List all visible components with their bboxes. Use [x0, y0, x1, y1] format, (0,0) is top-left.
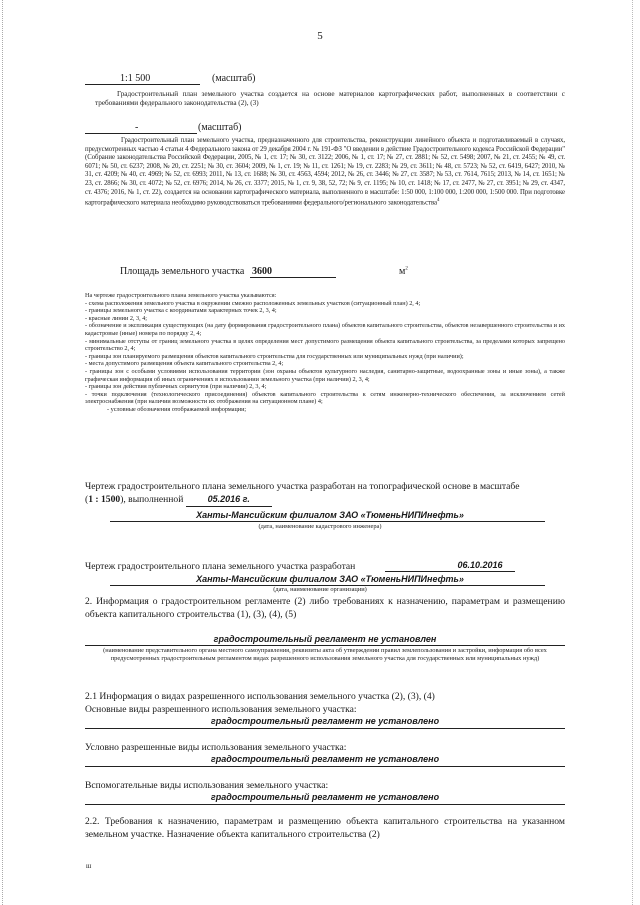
scale-label-2: (масштаб) [198, 122, 242, 133]
scale-label-1: (масштаб) [212, 73, 256, 84]
list-item: - минимальные отступы от границ земельного участка в целях определения мест допустимого размещения объекта капитального строительства, за пределами которых запрещено строительство 2, 4; [85, 337, 565, 353]
section2-underline [85, 645, 565, 646]
section21-main-underline [85, 728, 565, 729]
drawing1-text-a: Чертеж градостроительного плана земельного участка разработан на топографической основе в масштабе [85, 481, 520, 492]
paragraph-linear-object-text: Градостроительный план земельного участка, предназначенного для строительства, реконструкции линейного объекта и подготавливаемый в случаях, предусмотренных частью 4 статьи 4 Федерального закона от 29 декабря 2004 г. № 191-ФЗ "О введении в действие Градостроительного кодекса Российской Федерации" (Собрание законодательства Российской Федерации, 2005, № 1, ст. 17; № 30, ст. 3122; 2006, № 1, ст. 17; № 27, ст. 2881; № 52, ст. 5498; 2007, № 21, ст. 2455; № 49, ст. 6071; № 50, ст. 6237; 2008, № 20, ст. 2251; № 30, ст. 3604; 2009, № 1, ст. 19; № 11, ст. 1261; № 19, ст. 2283; № 29, ст. 3611; № 48, ст. 5723; № 52, ст. 6419, 6427; 2010, № 31, ст. 4209; № 40, ст. 4969; № 52, ст. 6993; 2011, № 13, ст. 1688; № 30, ст. 4563, 4594; 2012, № 26, ст. 3446; № 27, ст. 3587; № 53, ст. 7614, 7615; 2013, № 14, ст. 1651; № 23, ст. 2866; № 30, ст. 4072; № 52, ст. 6976; 2014, № 26, ст. 3377; 2015, № 1, ст. 9, 38, 52, 72; № 9, ст. 1195; № 10, ст. 1418; № 17, ст. 2477, № 27, ст. 3951; № 29, ст. 4347, ст. 4376; 2016, № 1, ст. 22), создается на основании картографического материала, выполненного в масштабе: 1:50 000, 1:100 000, 1:200 000, 1:500 000. При подготовке картографического материала необходимо руководствоваться требованиями федерального/регионального законодательства [85, 137, 565, 207]
drawing1-date: 05.2016 г. [186, 493, 272, 507]
list-intro: На чертеже градостроительного плана земельного участка указываются: [85, 292, 277, 299]
scale-value-2: - [135, 122, 139, 133]
drawing1-scale: 1 : 1500 [88, 494, 121, 505]
list-item: - границы земельного участка с координатами характерных точек 2, 3, 4; [85, 307, 277, 315]
drawing2-org: Ханты-Мансийским филиалом ЗАО «ТюменьНИПИнефть» [196, 574, 464, 584]
drawing1-underline [110, 521, 545, 522]
drawing2-date-underline [385, 571, 515, 572]
paragraph-linear-object [85, 137, 565, 208]
section22-heading: 2.2. Требования к назначению, параметрам и размещению объекта капитального строительства на указанном земельном участке. Назначение объекта капитального строительства (2) [85, 816, 565, 840]
list-item: - схема расположения земельного участка в окружении смежно расположенных земельных участков (ситуационный план) 2, 4; [85, 299, 421, 307]
list-item: - условные обозначения отображаемой информации; [107, 405, 247, 413]
footer-mark: ш [86, 862, 92, 870]
right-binding-edge [632, 0, 634, 905]
list-item: - красные линии 2, 3, 4; [85, 314, 148, 322]
list-item: - границы зон планируемого размещения объектов капитального строительства для государственных или муниципальных нужд (при наличии); [85, 352, 464, 360]
list-item: - границы зон действия публичных сервитутов (при наличии) 2, 3, 4; [85, 383, 267, 391]
list-item: - места допустимого размещения объекта капитального строительства 2, 4; [85, 360, 284, 368]
section21-aux-value: градостроительный регламент не установлено [210, 792, 440, 802]
area-underline [250, 277, 336, 278]
section21-main-label: Основные виды разрешенного использования земельного участка: [85, 704, 357, 715]
drawing-contents-list [85, 292, 565, 414]
list-item: - границы зон с особыми условиями использования территории (зон охраны объектов культурного наследия, санитарно-защитные, водоохранные зоны и иные зоны), а также графическая информация об иных ограничениях в использовании земельного участка (при наличии) 2, 3, 4; [85, 367, 565, 383]
left-binding-edge [2, 0, 4, 905]
scale-underline-1 [85, 84, 200, 85]
drawing1-paren-open: ( [85, 494, 89, 505]
list-item: - обозначение и экспликация существующих (на дату формирования градостроительного плана) объектов капитального строительства, объектов незавершенного строительства и их кадастровые (иные) номера по порядку 2, 4; [85, 322, 565, 337]
section21-aux-underline [85, 804, 565, 805]
section21-aux-label: Вспомогательные виды использования земельного участка: [85, 780, 329, 791]
drawing1-caption: (дата, наименование кадастрового инженера) [258, 523, 382, 530]
area-label: Площадь земельного участка [120, 266, 245, 277]
section2-heading: 2. Информация о градостроительном регламенте (2) либо требованиях к назначению, параметрам и размещению объекта капитального строительства (1), (3), (4), (5) [85, 596, 565, 620]
scale-underline-2 [85, 133, 197, 134]
area-unit-sup: 2 [405, 266, 408, 272]
section21-cond-underline [85, 766, 565, 767]
area-unit [399, 266, 408, 277]
drawing2-date: 06.10.2016 [457, 560, 503, 570]
paragraph-linear-object-sup: 4 [437, 198, 440, 204]
drawing1-line-b [85, 493, 272, 507]
section2-value: градостроительный регламент не установлен [213, 634, 437, 644]
section21-main-value: градостроительный регламент не установлено [210, 716, 440, 726]
drawing1-org: Ханты-Мансийским филиалом ЗАО «ТюменьНИПИнефть» [196, 510, 464, 520]
section2-caption: (наименование представительного органа местного самоуправления, реквизиты акта об утверждении правил землепользования и застройки, информация обо всех предусмотренных градостроительным регламентом видах разрешенного использования земельного участка для государственных или муниципальных нужд) [103, 647, 547, 662]
scale-value-1: 1:1 500 [120, 73, 151, 84]
drawing2-text: Чертеж градостроительного плана земельного участка разработан [85, 561, 356, 572]
drawing1-mid: ), выполненной [120, 494, 184, 505]
drawing2-caption: (дата, наименование организации) [273, 586, 367, 593]
paragraph-scale-info: Градостроительный план земельного участка создается на основе материалов картографических работ, выполненных в соответствии с требованиями федерального законодательства (2), (3) [95, 90, 565, 108]
section21-heading: 2.1 Информация о видах разрешенного использования земельного участка (2), (3), (4) [85, 691, 435, 702]
list-item: - точки подключения (технологического присоединения) объектов капитального строительства к сетям инженерно-технического обеспечения, за исключением сетей электроснабжения (при наличии возможности их отображения на ситуационном плане) 4; [85, 390, 565, 406]
page-number: 5 [317, 30, 323, 42]
area-unit-text: м [399, 266, 406, 277]
section21-cond-label: Условно разрешенные виды использования земельного участка: [85, 742, 347, 753]
area-value: 3600 [252, 266, 272, 277]
section21-cond-value: градостроительный регламент не установлено [210, 754, 440, 764]
